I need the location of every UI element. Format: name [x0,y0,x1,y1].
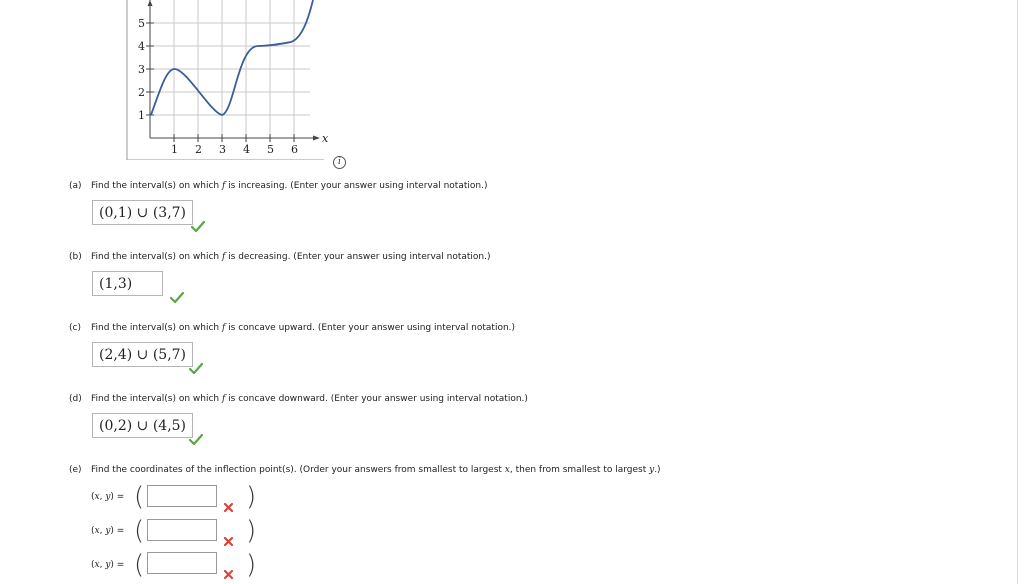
x-variable: x [504,465,510,475]
answer-c-field[interactable]: (2,4) ∪ (5,7) [92,342,193,367]
answer-b-field[interactable]: (1,3) [92,271,163,296]
question-c-prompt-end: is concave upward. (Enter your answer using interval notation.) [225,323,516,333]
open-paren: ( [134,550,145,580]
question-b-label: (b) [69,252,82,262]
question-e-prompt-end: .) [654,465,661,475]
question-b-text [69,252,491,262]
question-a-label: (a) [69,181,82,191]
y-tick-label: 2 [138,86,145,99]
close-paren: ) [246,550,257,580]
question-e-label: (e) [69,465,82,475]
correct-check-icon [170,292,184,303]
question-d-prompt: Find the interval(s) on which [91,394,222,404]
question-e-prompt: Find the coordinates of the inflection point(s). (Order your answers from smallest to largest [91,465,505,475]
x-tick-label: 1 [171,143,178,156]
inflection-point-input[interactable] [147,519,217,541]
question-b-prompt: Find the interval(s) on which [91,252,222,262]
y-tick-label: 3 [138,63,145,76]
function-symbol: f [221,323,226,333]
answer-a-field[interactable]: (0,1) ∪ (3,7) [92,200,193,225]
question-c-label: (c) [69,323,81,333]
y-variable: y [649,465,655,475]
question-a-text [69,181,487,191]
close-paren: ) [246,516,257,546]
x-axis-arrow [313,136,320,141]
point-label: (x, y) = [91,526,125,536]
x-tick-label: 3 [219,143,226,156]
divider [1017,0,1018,584]
question-d-text [69,394,528,404]
y-tick-label: 4 [138,40,145,53]
open-paren: ( [134,516,145,546]
x-tick-label: 6 [291,143,298,156]
question-e-prompt-mid: , then from smallest to largest [509,465,650,475]
function-graph [110,0,340,160]
y-tick-label: 1 [138,109,145,122]
point-label: (x, y) = [91,560,125,570]
function-curve [151,0,313,115]
question-b-prompt-end: is decreasing. (Enter your answer using interval notation.) [225,252,491,262]
point-label: (x, y) = [91,492,125,502]
x-tick-label: 5 [267,143,274,156]
question-a-prompt: Find the interval(s) on which [91,181,222,191]
inflection-point-input[interactable] [147,552,217,574]
question-c-prompt: Find the interval(s) on which [91,323,222,333]
function-symbol: f [221,252,226,262]
question-a-prompt-end: is increasing. (Enter your answer using interval notation.) [225,181,488,191]
answer-d-field[interactable]: (0,2) ∪ (4,5) [92,413,193,438]
question-d-label: (d) [69,394,82,404]
incorrect-x-icon [224,570,233,579]
correct-check-icon [191,221,205,232]
correct-check-icon [189,434,203,445]
inflection-point-input[interactable] [147,485,217,507]
x-axis-label: x [322,132,329,145]
y-tick-label: 5 [138,17,145,30]
x-tick-label: 4 [243,143,250,156]
correct-check-icon [189,363,203,374]
open-paren: ( [134,482,145,512]
question-c-text [69,323,515,333]
y-axis-arrow [148,0,153,6]
info-icon[interactable]: i [333,156,346,169]
function-symbol: f [221,181,226,191]
question-e-text [69,465,661,475]
question-d-prompt-end: is concave downward. (Enter your answer using interval notation.) [225,394,528,404]
incorrect-x-icon [224,537,233,546]
incorrect-x-icon [224,503,233,512]
function-symbol: f [221,394,226,404]
close-paren: ) [246,482,257,512]
x-tick-label: 2 [195,143,202,156]
